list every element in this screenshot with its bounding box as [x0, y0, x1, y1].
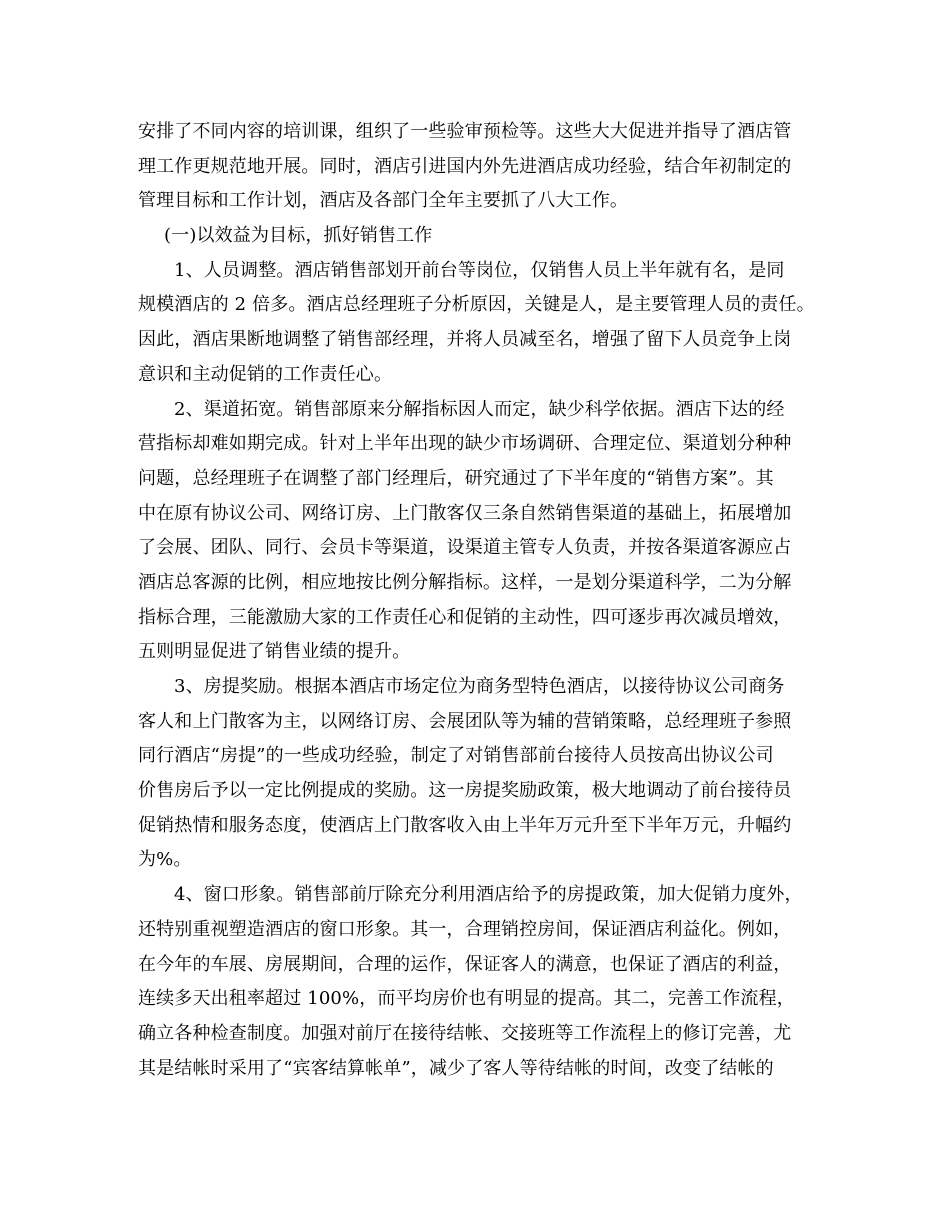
text-line: 安排了不同内容的培训课，组织了一些验审预检等。这些大大促进并指导了酒店管: [138, 121, 792, 142]
text-line: 还特别重视塑造酒店的窗口形象。其一，合理销控房间，保证酒店利益化。例如，: [138, 918, 792, 940]
text-line: 中在原有协议公司、网络订房、上门散客仅三条自然销售渠道的基础上，拓展增加: [138, 502, 792, 524]
text-line: 意识和主动促销的工作责任心。: [138, 363, 393, 385]
paragraph-start-line: 2、渠道拓宽。销售部原来分解指标因人而定，缺少科学依据。酒店下达的经: [174, 398, 785, 420]
text-line: 营指标却难如期完成。针对上半年出现的缺少市场调研、合理定位、渠道划分种种: [138, 433, 792, 455]
text-line: 客人和上门散客为主，以网络订房、会展团队等为辅的营销策略，总经理班子参照: [138, 710, 792, 732]
text-line: 规模酒店的 2 倍多。酒店总经理班子分析原因，关键是人，是主要管理人员的责任。: [138, 294, 815, 316]
text-line: 在今年的车展、房展期间，合理的运作，保证客人的满意，也保证了酒店的利益，: [138, 953, 792, 975]
text-line: 因此，酒店果断地调整了销售部经理，并将人员减至名，增强了留下人员竞争上岗: [138, 329, 792, 351]
body-text: [138, 115, 818, 1086]
text-line: 五则明显促进了销售业绩的提升。: [138, 641, 411, 663]
text-line: 同行酒店“房提”的一些成功经验，制定了对销售部前台接待人员按高出协议公司: [138, 745, 774, 767]
section-heading: (一)以效益为目标，抓好销售工作: [164, 225, 433, 247]
text-line: 问题，总经理班子在调整了部门经理后，研究通过了下半年度的“销售方案”。其: [138, 467, 774, 489]
text-line: 酒店总客源的比例，相应地按比例分解指标。这样，一是划分渠道科学，二为分解: [138, 571, 792, 593]
text-line: 为%。: [138, 849, 192, 871]
text-line: 其是结帐时采用了“宾客结算帐单”，减少了客人等待结帐的时间，改变了结帐的: [138, 1057, 774, 1079]
text-line: 促销热情和服务态度，使酒店上门散客收入由上半年万元升至下半年万元，升幅约: [138, 814, 792, 836]
paragraph-start-line: 1、人员调整。酒店销售部划开前台等岗位，仅销售人员上半年就有名，是同: [174, 259, 785, 281]
text-line: 指标合理，三能激励大家的工作责任心和促销的主动性，四可逐步再次减员增效，: [138, 606, 792, 628]
text-line: 价售房后予以一定比例提成的奖励。这一房提奖励政策，极大地调动了前台接待员: [138, 780, 792, 802]
paragraph-start-line: 4、窗口形象。销售部前厅除充分利用酒店给予的房提政策，加大促销力度外，: [174, 884, 803, 906]
text-line: 连续多天出租率超过 100%，而平均房价也有明显的提高。其二，完善工作流程，: [138, 988, 795, 1010]
paragraph-start-line: 3、房提奖励。根据本酒店市场定位为商务型特色酒店，以接待协议公司商务: [174, 676, 785, 697]
text-line: 确立各种检查制度。加强对前厅在接待结帐、交接班等工作流程上的修订完善，尤: [138, 1022, 792, 1044]
text-line: 理工作更规范地开展。同时，酒店引进国内外先进酒店成功经验，结合年初制定的: [138, 155, 792, 177]
text-line: 管理目标和工作计划，酒店及各部门全年主要抓了八大工作。: [138, 190, 629, 212]
text-line: 了会展、团队、同行、会员卡等渠道，设渠道主管专人负责，并按各渠道客源应占: [138, 537, 792, 559]
